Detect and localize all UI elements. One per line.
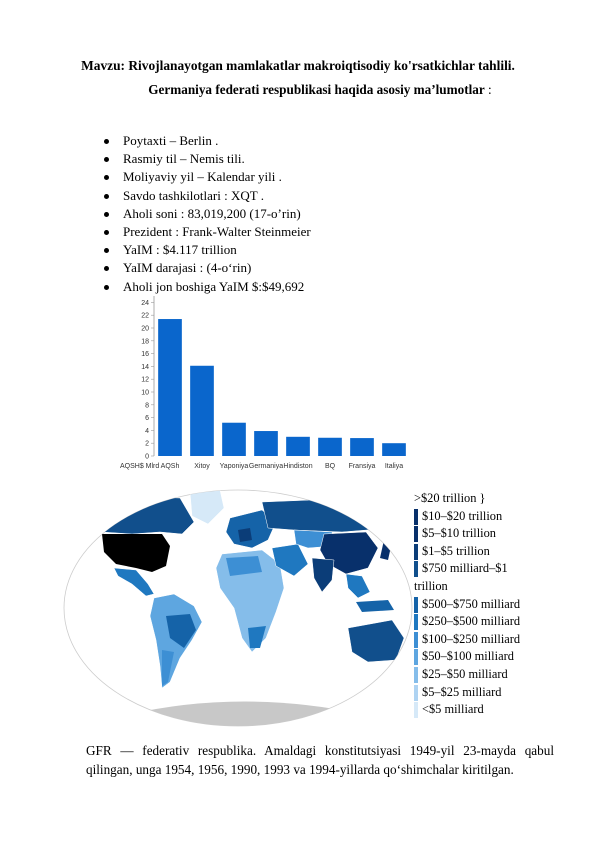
- legend-label: $750 milliard–$1: [422, 561, 508, 576]
- fact-text: Aholi jon boshiga YaIM $:$49,692: [123, 278, 305, 294]
- legend-item: [414, 543, 594, 561]
- world-gdp-map: [62, 488, 414, 728]
- x-tick-label: Germaniya: [248, 463, 284, 470]
- legend-swatch: [414, 632, 418, 648]
- x-tick-label: Yaponiya: [219, 463, 249, 470]
- legend-swatch: [414, 526, 418, 542]
- y-tick-label: 6: [145, 415, 149, 423]
- y-tick-label: 2: [145, 440, 149, 448]
- x-tick-label: Xitoy: [194, 463, 210, 470]
- bullet-icon: [104, 230, 109, 235]
- x-tick-label: Hindiston: [283, 463, 313, 470]
- y-tick-label: 8: [145, 402, 149, 410]
- list-item: [104, 132, 311, 150]
- y-axis-title: AQSH$ Mlrd: [120, 463, 160, 470]
- x-tick-label: Fransiya: [348, 463, 376, 470]
- legend-item: [414, 648, 594, 666]
- y-tick-label: 24: [141, 299, 149, 307]
- x-tick-label: BQ: [324, 463, 336, 470]
- gdp-bar-chart: [116, 292, 416, 470]
- fact-text: Savdo tashkilotlari : XQT .: [123, 187, 264, 203]
- legend-item: [414, 508, 594, 526]
- legend-label: $100–$250 milliard: [422, 631, 521, 646]
- fact-text: Moliyaviy yil – Kalendar yili .: [123, 169, 282, 185]
- legend-swatch: [414, 685, 418, 701]
- fact-text: YaIM darajasi : (4-o‘rin): [123, 260, 252, 276]
- bar: [318, 438, 342, 456]
- legend-item: [414, 666, 594, 684]
- bullet-icon: [104, 285, 109, 290]
- list-item: [104, 187, 311, 205]
- bar: [382, 443, 406, 456]
- list-item: [104, 205, 311, 223]
- y-tick-label: 10: [141, 389, 149, 397]
- legend-item: [414, 701, 594, 719]
- legend-label: $500–$750 milliard: [422, 596, 521, 611]
- bullet-icon: [104, 175, 109, 180]
- bullet-icon: [104, 212, 109, 217]
- legend-swatch: [414, 702, 418, 718]
- facts-list: [104, 132, 311, 296]
- y-tick-label: 22: [141, 312, 149, 320]
- list-item: [104, 150, 311, 168]
- legend-label: $1–$5 trillion: [422, 543, 490, 558]
- legend-label: $5–$10 trillion: [422, 526, 496, 541]
- list-item: [104, 259, 311, 277]
- subtitle-tail: :: [484, 82, 492, 97]
- map-legend: [414, 490, 594, 719]
- fact-text: Rasmiy til – Nemis tili.: [123, 151, 245, 167]
- legend-label: $10–$20 trillion: [422, 508, 503, 523]
- bar: [222, 423, 246, 456]
- bullet-icon: [104, 139, 109, 144]
- legend-label-continued: trillion: [414, 578, 448, 593]
- legend-swatch: [414, 544, 418, 560]
- bar: [350, 438, 374, 456]
- x-tick-label: AQSh: [160, 463, 180, 470]
- fact-text: Poytaxti – Berlin .: [123, 133, 219, 148]
- bullet-icon: [104, 157, 109, 162]
- legend-swatch: [414, 509, 418, 525]
- legend-item: [414, 560, 594, 595]
- legend-item: [414, 490, 594, 508]
- y-tick-label: 20: [141, 325, 149, 333]
- legend-item: [414, 596, 594, 614]
- legend-swatch: [414, 614, 418, 630]
- legend-item: [414, 684, 594, 702]
- legend-item: [414, 525, 594, 543]
- y-tick-label: 18: [141, 338, 149, 346]
- bullet-icon: [104, 248, 109, 253]
- legend-item: [414, 631, 594, 649]
- legend-label: <$5 milliard: [422, 702, 484, 717]
- page-subtitle: [0, 82, 596, 98]
- legend-label: $50–$100 milliard: [422, 649, 514, 664]
- legend-swatch: [414, 649, 418, 665]
- bar: [158, 319, 182, 456]
- legend-swatch: [414, 561, 418, 577]
- bar: [254, 431, 278, 456]
- body-paragraph: GFR — federativ respublika. Amaldagi konstitutsiyasi 1949-yil 23-mayda qabul qilingan, unga 1954, 1956, 1990, 1993 va 1994-yillarda qo‘shimchalar kiritilgan.: [86, 743, 554, 777]
- subtitle-bold: Germaniya federati respublikasi haqida asosiy ma’lumotlar: [148, 82, 485, 97]
- fact-text: YaIM : $4.117 trillion: [123, 242, 237, 258]
- y-tick-label: 4: [145, 427, 149, 435]
- page-title: Mavzu: Rivojlanayotgan mamlakatlar makroiqtisodiy ko'rsatkichlar tahlili.: [81, 58, 515, 73]
- legend-label: >$20 trillion }: [414, 491, 486, 505]
- fact-text: Prezident : Frank-Walter Steinmeier: [123, 223, 311, 239]
- legend-swatch: [414, 667, 418, 683]
- y-tick-label: 16: [141, 351, 149, 359]
- fact-text: Aholi soni : 83,019,200 (17-o’rin): [123, 205, 301, 221]
- bullet-icon: [104, 266, 109, 271]
- y-tick-label: 14: [141, 363, 149, 371]
- x-tick-label: Italiya: [384, 463, 404, 470]
- bar: [286, 437, 310, 456]
- legend-item: [414, 613, 594, 631]
- legend-swatch: [414, 597, 418, 613]
- bar: [190, 366, 214, 456]
- y-tick-label: 12: [141, 376, 149, 384]
- bullet-icon: [104, 194, 109, 199]
- list-item: [104, 223, 311, 241]
- y-tick-label: 0: [145, 453, 149, 461]
- legend-label: $5–$25 milliard: [422, 684, 502, 699]
- world-map-image: [62, 488, 414, 728]
- list-item: [104, 168, 311, 186]
- list-item: [104, 241, 311, 259]
- legend-label: $250–$500 milliard: [422, 614, 521, 629]
- legend-label: $25–$50 milliard: [422, 666, 508, 681]
